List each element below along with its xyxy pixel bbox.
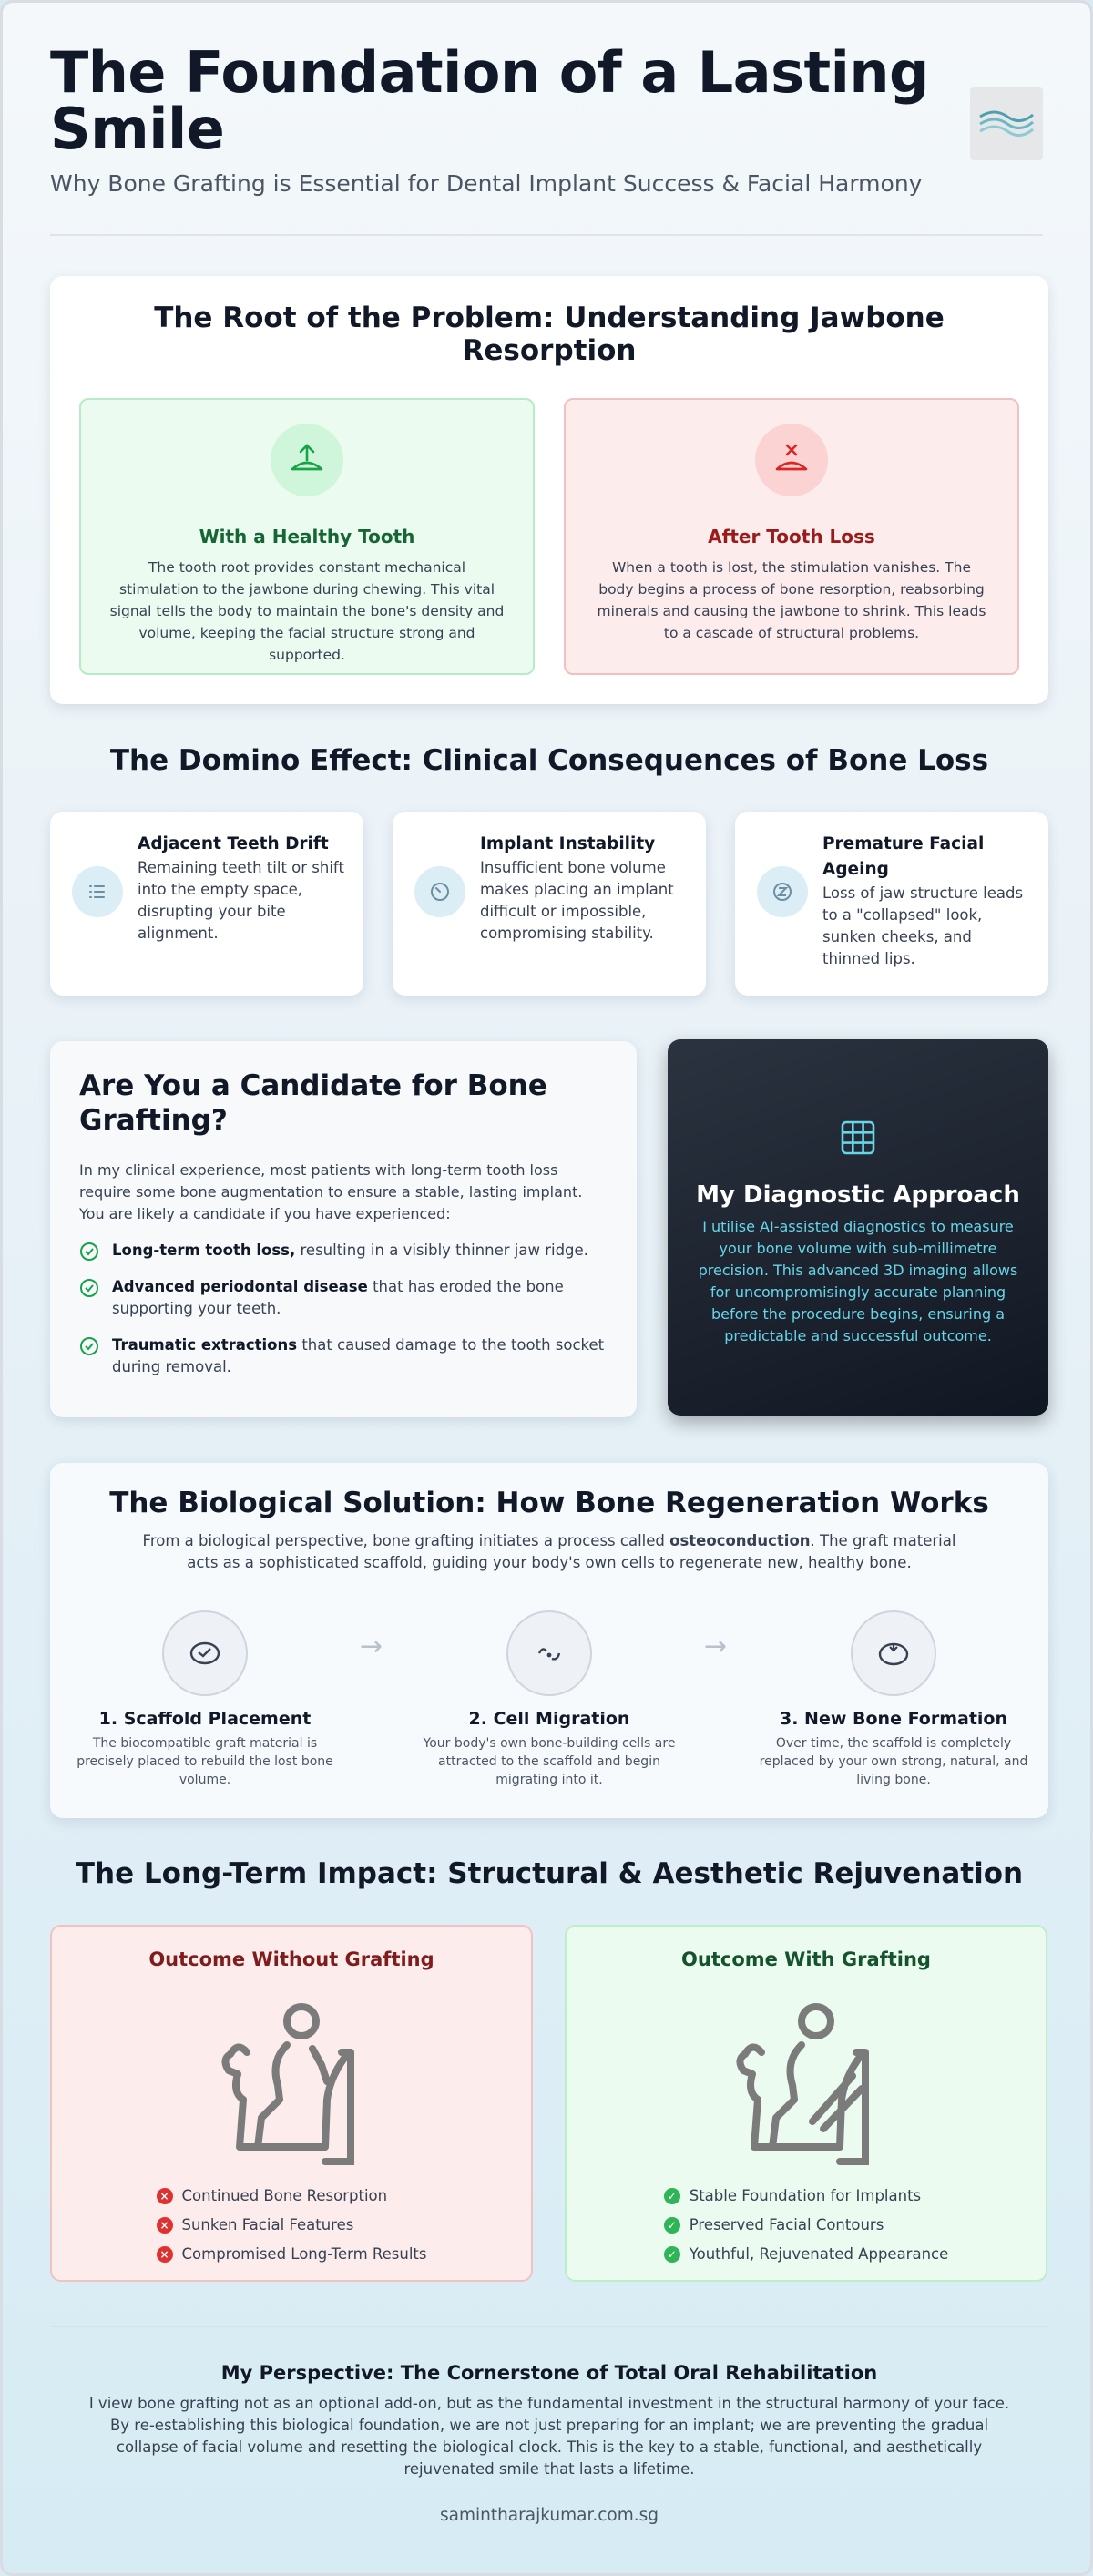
header [50,3,1043,236]
candidate-intro: In my clinical experience, most patients with long-term tooth loss require some bone augmentation to ensure a stable, lasting implant. You are likely a candidate if you have experienced: [79,1161,583,1222]
scaffold-icon [162,1610,248,1696]
step-heading: 1. Scaffold Placement [98,1709,312,1729]
check-circle-icon: ✓ [664,2246,680,2263]
list-item [664,2240,949,2269]
step-scaffold [68,1610,342,1789]
check-circle-icon [79,1242,99,1262]
list-item-label: Continued Bone Resorption [181,2187,388,2204]
candidate-item-bold: Long-term tooth loss, [112,1242,296,1259]
collapsed-profile-icon [214,2001,369,2165]
candidate-item-bold: Advanced periodontal disease [112,1278,368,1295]
step-heading: 2. Cell Migration [468,1709,630,1729]
outcome-without-heading: Outcome Without Grafting [148,1948,434,1970]
step-text: Over time, the scaffold is completely replaced by your own strong, natural, and living bone. [759,1736,1028,1787]
step-migration [413,1610,686,1789]
consequence-text: Loss of jaw structure leads to a "collapsed" look, sunken cheeks, and thinned lips. [822,884,1024,967]
tooth-x-icon [755,424,828,496]
grid-scan-icon [838,1118,878,1158]
website-link[interactable]: samintharajkumar.com.sg [439,2506,659,2525]
outcome-without-list [157,2182,427,2269]
step-heading: 3. New Bone Formation [780,1709,1007,1729]
candidate-card [50,1041,637,1417]
consequence-heading: Premature Facial Ageing [822,834,985,879]
list-icon [72,866,123,917]
check-circle-icon [79,1278,99,1298]
candidate-item-bold: Traumatic extractions [112,1336,298,1354]
arrow-right-icon: → [704,1630,728,1662]
consequence-card-instability [393,812,706,996]
biology-lead-bold: osteoconduction [669,1532,811,1549]
step-text: Your body's own bone-building cells are attracted to the scaffold and begin migrating into it. [423,1736,676,1787]
list-item-label: Sunken Facial Features [181,2216,354,2234]
check-circle-icon: ✓ [664,2188,680,2204]
ban-icon [757,866,808,917]
candidate-item-text: that caused damage to the tooth socket during removal. [112,1336,605,1375]
list-item [157,2182,427,2211]
list-item [664,2211,949,2240]
consequence-card-drift [50,812,363,996]
x-circle-icon: × [157,2246,173,2263]
candidate-title: Are You a Candidate for Bone Grafting? [79,1069,547,1137]
wave-logo-icon [970,87,1043,160]
consequence-heading: Implant Instability [480,834,656,854]
list-item-label: Preserved Facial Contours [689,2216,884,2234]
bone-formation-icon [851,1610,936,1696]
candidate-item [79,1276,608,1320]
problem-section [50,276,1048,704]
tooth-loss-card [564,398,1019,675]
outcome-with-heading: Outcome With Grafting [681,1948,931,1970]
consequence-heading: Adjacent Teeth Drift [138,834,329,854]
healthy-tooth-card [79,398,535,675]
step-text: The biocompatible graft material is precisely placed to rebuild the lost bone volume. [77,1736,333,1787]
healthy-heading: With a Healthy Tooth [199,526,415,547]
diagnostic-text: I utilise AI-assisted diagnostics to measure your bone volume with sub-millimetre precision. This advanced 3D imaging allows for uncompromisingly accurate planning before the procedure begins, ensuring a predictable and successful outcome. [698,1218,1018,1344]
check-circle-icon [79,1336,99,1356]
biology-section [50,1463,1048,1818]
list-item-label: Compromised Long-Term Results [181,2245,427,2263]
outcome-with-card [565,1925,1047,2282]
restored-profile-icon [729,2001,884,2165]
list-item-label: Youthful, Rejuvenated Appearance [689,2245,949,2263]
gauge-icon [414,866,465,917]
list-item [157,2240,427,2269]
perspective-title: My Perspective: The Cornerstone of Total Oral Rehabilitation [220,2362,878,2384]
consequence-card-ageing [735,812,1048,996]
diagnostic-title: My Diagnostic Approach [696,1181,1020,1209]
page-subtitle: Why Bone Grafting is Essential for Dental Implant Success & Facial Harmony [50,170,923,197]
outcome-with-list [664,2182,949,2269]
loss-heading: After Tooth Loss [708,526,875,547]
diagnostic-card [668,1039,1048,1416]
outcome-without-card [50,1925,533,2282]
arrow-right-icon: → [360,1630,383,1662]
biology-lead [141,1530,957,1574]
problem-title: The Root of the Problem: Understanding Jawbone Resorption [154,302,945,367]
step-formation [757,1610,1030,1789]
domino-title: The Domino Effect: Clinical Consequences of Bone Loss [109,744,989,777]
candidate-item [79,1334,608,1378]
perspective-section [50,2326,1048,2480]
page-title: The Foundation of a Lasting Smile [50,39,929,162]
biology-title: The Biological Solution: How Bone Regeneration Works [109,1487,989,1519]
x-circle-icon: × [157,2188,173,2204]
consequence-text: Remaining teeth tilt or shift into the empty space, disrupting your bite alignment. [138,859,344,942]
list-item [157,2211,427,2240]
healthy-text: The tooth root provides constant mechanical stimulation to the jawbone during chewing. This vital signal tells the body to maintain the bone's density and volume, keeping the facial structure strong and supported. [109,559,505,663]
list-item [664,2182,949,2211]
loss-text: When a tooth is lost, the stimulation vanishes. The body begins a process of bone resorption, reabsorbing minerals and causing the jawbone to shrink. This leads to a cascade of structural problems. [597,559,986,641]
biology-lead-text: . The graft material acts as a sophisticated scaffold, guiding your body's own cells to regenerate new, healthy bone. [187,1532,956,1571]
list-item-label: Stable Foundation for Implants [689,2187,922,2204]
impact-title: The Long-Term Impact: Structural & Aesthetic Rejuvenation [75,1857,1024,1890]
tooth-upload-icon [271,424,343,496]
candidate-item [79,1240,608,1262]
biology-lead-text: From a biological perspective, bone grafting initiates a process called [142,1532,670,1549]
candidate-item-text: that has eroded the bone supporting your teeth. [112,1278,564,1317]
perspective-text: I view bone grafting not as an optional add-on, but as the fundamental investment in the structural harmony of your face. By re-establishing this biological foundation, we are not just preparing for an implant; we are preventing the gradual collapse of facial volume and resetting the biological clock. This is the key to a stable, functional, and aesthetically rejuvenated smile that lasts a lifetime. [88,2395,1010,2478]
x-circle-icon: × [157,2217,173,2234]
cell-migration-icon [506,1610,592,1696]
candidate-item-text: resulting in a visibly thinner jaw ridge. [295,1242,588,1259]
consequence-text: Insufficient bone volume makes placing an implant difficult or impossible, compromising stability. [480,859,674,942]
check-circle-icon: ✓ [664,2217,680,2234]
